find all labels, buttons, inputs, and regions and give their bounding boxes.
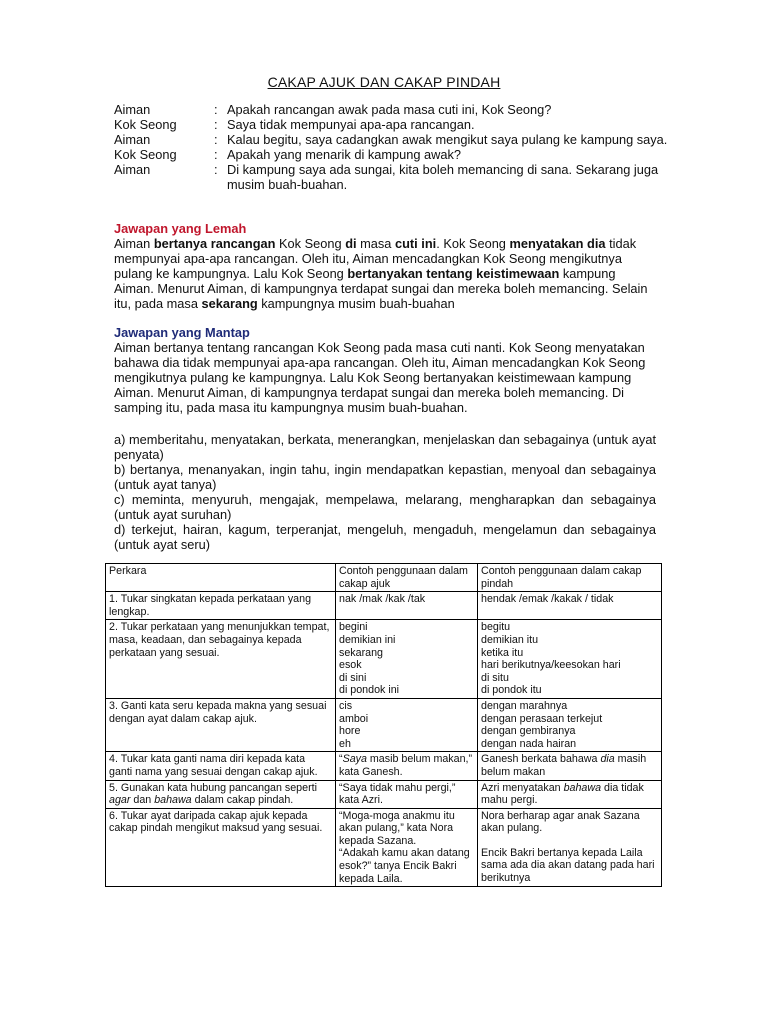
table-cell: 3. Ganti kata seru kepada makna yang sesuai dengan ayat dalam cakap ajuk. bbox=[106, 698, 336, 751]
cell-line: cis bbox=[339, 699, 353, 712]
cell-line: Encik Bakri bertanya kepada Laila sama ada dia akan datang pada hari berikutnya bbox=[481, 846, 655, 885]
table-cell: nak /mak /kak /tak bbox=[336, 592, 478, 620]
cell-line: Nora berharap agar anak Sazana akan pulang. bbox=[481, 809, 640, 835]
utterance: Kalau begitu, saya cadangkan awak mengikut saya pulang ke kampung saya. bbox=[227, 132, 668, 147]
text-run: tidak mempunyai apa-apa rancangan. Oleh itu, Aiman mencadangkan Kok Seong mengikutnya pulang ke kampungnya. Lalu Kok Seong bbox=[114, 236, 637, 281]
separator: : bbox=[214, 117, 218, 132]
cell-line: dengan perasaan terkejut bbox=[481, 712, 603, 725]
text-run: dan bbox=[130, 794, 155, 807]
weak-answer-heading: Jawapan yang Lemah bbox=[114, 221, 247, 236]
utterance: Apakah rancangan awak pada masa cuti ini, Kok Seong? bbox=[227, 102, 552, 117]
cell-line: hore bbox=[339, 725, 361, 738]
table-cell bbox=[336, 752, 478, 780]
italic-run: bahawa bbox=[154, 794, 192, 807]
cell-line: begitu bbox=[481, 621, 511, 634]
table-cell bbox=[336, 808, 478, 887]
text-run: masib belum makan,” kata Ganesh. bbox=[339, 753, 473, 778]
table-cell bbox=[478, 780, 662, 808]
cell-line: sekarang bbox=[339, 646, 383, 659]
table-cell: 1. Tukar singkatan kepada perkataan yang lengkap. bbox=[106, 592, 336, 620]
cell-line: di sini bbox=[339, 671, 367, 684]
cell-line: di situ bbox=[481, 671, 509, 684]
dialogue-line bbox=[114, 132, 674, 147]
separator: : bbox=[214, 147, 218, 162]
cell-line: esok bbox=[339, 659, 362, 672]
text-run: Aiman bbox=[114, 236, 154, 251]
cell-line: begini bbox=[339, 621, 368, 634]
utterance: Di kampung saya ada sungai, kita boleh memancing di sana. Sekarang juga musim buah-buahan. bbox=[227, 162, 659, 192]
separator: : bbox=[214, 132, 218, 147]
separator: : bbox=[214, 102, 218, 117]
text-run: Azri menyatakan bbox=[481, 781, 564, 794]
list-item: c) meminta, menyuruh, mengajak, mempelawa, melarang, mengharapkan dan sebagainya (untuk ayat suruhan) bbox=[114, 492, 656, 522]
table-cell bbox=[478, 752, 662, 780]
italic-run: dia bbox=[600, 753, 615, 766]
table-cell bbox=[478, 620, 662, 699]
table-cell bbox=[106, 780, 336, 808]
text-run: 5. Gunakan kata hubung pancangan seperti bbox=[109, 781, 317, 794]
cell-line: “Adakah kamu akan datang esok?” tanya Encik Bakri kepada Laila. bbox=[339, 847, 470, 885]
italic-run: bahawa bbox=[563, 781, 602, 794]
speaker: Kok Seong bbox=[114, 147, 177, 162]
dialogue-line bbox=[114, 162, 674, 192]
bold-run: di bbox=[345, 236, 357, 251]
separator: : bbox=[214, 162, 218, 177]
bold-run: bertanya rancangan bbox=[153, 236, 276, 251]
bold-run: cuti ini bbox=[394, 236, 437, 251]
bold-run: sekarang bbox=[201, 296, 258, 311]
dialogue-line bbox=[114, 102, 674, 117]
text-run: Ganesh berkata bahawa bbox=[481, 753, 601, 766]
speaker: Aiman bbox=[114, 132, 151, 147]
table-header-row bbox=[106, 564, 662, 592]
speaker: Aiman bbox=[114, 102, 151, 117]
weak-answer-text bbox=[114, 236, 656, 311]
table-row bbox=[106, 808, 662, 887]
strong-answer-section bbox=[114, 325, 656, 415]
bold-run: menyatakan dia bbox=[509, 236, 606, 251]
weak-answer-section bbox=[114, 221, 656, 311]
table-cell bbox=[478, 808, 662, 887]
text-run: dia tidak mahu pergi. bbox=[481, 781, 644, 807]
text-run: masa bbox=[356, 236, 395, 251]
speaker: Aiman bbox=[114, 162, 151, 177]
cell-line: amboi bbox=[339, 712, 369, 725]
table-cell: 2. Tukar perkataan yang menunjukkan tempat, masa, keadaan, dan sebagainya kepada perkataan yang sesuai. bbox=[106, 620, 336, 699]
list-item: b) bertanya, menanyakan, ingin tahu, ingin mendapatkan kepastian, menyoal dan sebagainya (untuk ayat tanya) bbox=[114, 462, 656, 492]
strong-answer-heading: Jawapan yang Mantap bbox=[114, 325, 250, 340]
list-item: a) memberitahu, menyatakan, berkata, menerangkan, menjelaskan dan sebagainya (untuk ayat penyata) bbox=[114, 432, 656, 462]
verb-list bbox=[114, 432, 656, 552]
cell-line: dengan gembiranya bbox=[481, 725, 576, 738]
table-cell bbox=[336, 698, 478, 751]
table-cell: 4. Tukar kata ganti nama diri kepada kata ganti nama yang sesuai dengan cakap ajuk. bbox=[106, 752, 336, 780]
text-run: . Kok Seong bbox=[436, 236, 510, 251]
table-row bbox=[106, 752, 662, 780]
speaker: Kok Seong bbox=[114, 117, 177, 132]
text-run: “ bbox=[339, 753, 343, 766]
header-cell: Contoh penggunaan dalam cakap ajuk bbox=[336, 564, 478, 592]
table-cell: hendak /emak /kakak / tidak bbox=[478, 592, 662, 620]
dialogue-line bbox=[114, 117, 674, 132]
cell-line: dengan nada hairan bbox=[481, 737, 577, 750]
utterance: Apakah yang menarik di kampung awak? bbox=[227, 147, 462, 162]
table-row bbox=[106, 698, 662, 751]
table-row bbox=[106, 780, 662, 808]
strong-answer-text: Aiman bertanya tentang rancangan Kok Seong pada masa cuti nanti. Kok Seong menyatakan bahawa dia tidak mempunyai apa-apa rancangan. Oleh itu, Aiman mencadangkan Kok Seong mengikutnya pulang ke kampungnya. Lalu Kok Seong bertanyakan keistimewaan kampung Aiman. Menurut Aiman, di kampungnya terdapat sungai dan mereka boleh memancing. Di samping itu, pada masa itu kampungnya musim buah-buahan. bbox=[114, 340, 646, 415]
table-row bbox=[106, 592, 662, 620]
text-run: dalam cakap pindah. bbox=[191, 794, 294, 807]
cell-line: hari berikutnya/keesokan hari bbox=[481, 659, 621, 672]
dialogue-block bbox=[114, 102, 674, 192]
cell-line: di pondok itu bbox=[481, 684, 542, 697]
header-cell: Contoh penggunaan dalam cakap pindah bbox=[478, 564, 662, 592]
utterance: Saya tidak mempunyai apa-apa rancangan. bbox=[227, 117, 475, 132]
text-run: kampung Aiman. Menurut Aiman, di kampungnya terdapat sungai dan mereka boleh memancing. Selain itu, pada masa bbox=[114, 266, 648, 311]
document-title: CAKAP AJUK DAN CAKAP PINDAH bbox=[267, 74, 501, 90]
italic-run: Saya bbox=[342, 753, 367, 766]
cell-line: “Moga-moga anakmu itu akan pulang,” kata Nora kepada Sazana. bbox=[339, 809, 455, 847]
bold-run: bertanyakan tentang keistimewaan bbox=[347, 266, 560, 281]
cell-line: demikian ini bbox=[339, 633, 396, 646]
table-cell: “Saya tidak mahu pergi,” kata Azri. bbox=[336, 780, 478, 808]
table-cell bbox=[336, 620, 478, 699]
text-run: Kok Seong bbox=[275, 236, 346, 251]
dialogue-line bbox=[114, 147, 674, 162]
cell-line: demikian itu bbox=[481, 633, 539, 646]
text-run: masih belum makan bbox=[481, 753, 647, 778]
table-cell: 6. Tukar ayat daripada cakap ajuk kepada cakap pindah mengikut maksud yang sesuai. bbox=[106, 808, 336, 887]
list-item: d) terkejut, hairan, kagum, terperanjat, mengeluh, mengaduh, mengelamun dan sebagainya (untuk ayat seru) bbox=[114, 522, 656, 552]
italic-run: agar bbox=[109, 794, 131, 807]
rules-table bbox=[105, 563, 662, 887]
cell-line: dengan marahnya bbox=[481, 699, 568, 712]
cell-line: ketika itu bbox=[481, 646, 524, 659]
spacer bbox=[481, 835, 657, 847]
text-run: kampungnya musim buah-buahan bbox=[257, 296, 455, 311]
header-cell: Perkara bbox=[106, 564, 336, 592]
cell-line: eh bbox=[339, 737, 351, 750]
cell-line: di pondok ini bbox=[339, 684, 400, 697]
table-cell bbox=[478, 698, 662, 751]
table-row bbox=[106, 620, 662, 699]
